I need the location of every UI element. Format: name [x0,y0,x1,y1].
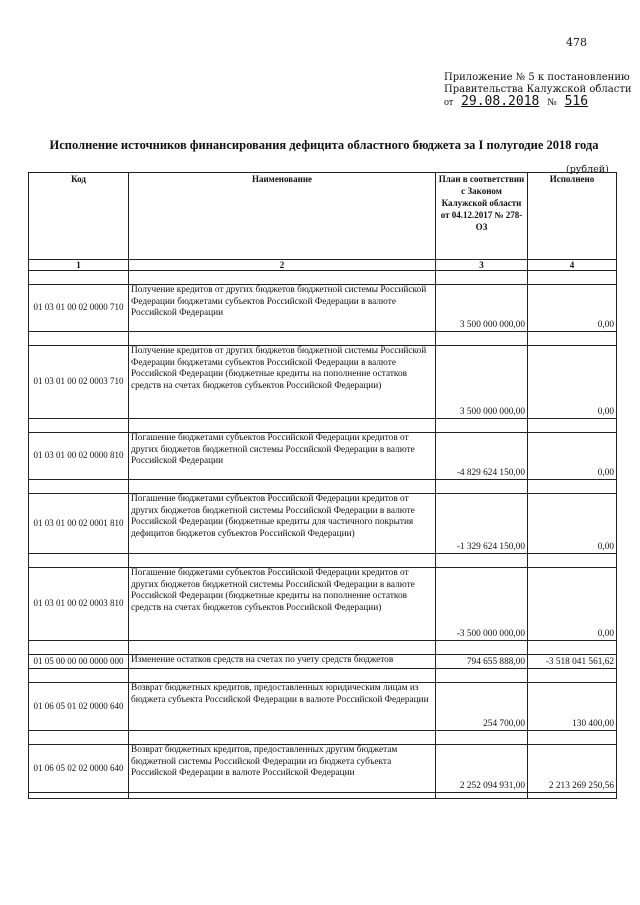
spacer-row [29,480,617,494]
column-number-row [29,260,617,271]
row-plan: 254 700,00 [436,683,528,731]
spacer-row [29,793,617,799]
row-executed: 130 400,00 [528,683,617,731]
column-number: 4 [528,260,617,271]
row-executed: 0,00 [528,568,617,641]
header-row [29,173,617,260]
row-plan: -3 500 000 000,00 [436,568,528,641]
row-name: Возврат бюджетных кредитов, предоставленных другим бюджетам бюджетной системы Российской Федерации из бюджета субъекта Российской Федерации в валюте Российской Федерации [129,745,436,793]
row-executed: -3 518 041 561,62 [528,655,617,669]
row-plan: -4 829 624 150,00 [436,433,528,480]
row-executed: 0,00 [528,494,617,554]
row-name: Получение кредитов от других бюджетов бюджетной системы Российской Федерации бюджетами субъектов Российской Федерации в валюте Российской Федерации [129,285,436,332]
table-row [29,683,617,731]
document-title: Исполнение источников финансирования дефицита областного бюджета за I полугодие 2018 года [49,138,599,152]
number-prefix: № [547,97,557,108]
date-prefix: от [444,97,454,108]
row-name: Погашение бюджетами субъектов Российской Федерации кредитов от других бюджетов бюджетной системы Российской Федерации в валюте Российской Федерации [129,433,436,480]
row-plan: 794 655 888,00 [436,655,528,669]
spacer-row [29,669,617,683]
column-number: 2 [129,260,436,271]
row-name: Получение кредитов от других бюджетов бюджетной системы Российской Федерации бюджетами субъектов Российской Федерации в валюте Российской Федерации (бюджетные кредиты на пополнение остатков средств на счетах бюджетов субъектов Российской Федерации) [129,346,436,419]
annex-line-2: Правительства Калужской области [444,84,632,95]
spacer-row [29,641,617,655]
row-code: 01 06 05 02 02 0000 640 [29,745,129,793]
table-row [29,494,617,554]
annex-line-1: Приложение № 5 к постановлению [444,72,630,83]
row-plan: 2 252 094 931,00 [436,745,528,793]
row-executed: 0,00 [528,285,617,332]
spacer-row [29,332,617,346]
row-name: Погашение бюджетами субъектов Российской Федерации кредитов от других бюджетов бюджетной системы Российской Федерации в валюте Российской Федерации (бюджетные кредиты для частичного покрытия дефицитов бюджетов субъектов Российской Федерации) [129,494,436,554]
row-plan: -1 329 624 150,00 [436,494,528,554]
row-code: 01 03 01 00 02 0003 710 [29,346,129,419]
header-plan: План в соответствии с Законом Калужской области от 04.12.2017 № 278-ОЗ [436,173,528,260]
header-name: Наименование [129,173,436,260]
table-row [29,568,617,641]
row-name: Погашение бюджетами субъектов Российской Федерации кредитов от других бюджетов бюджетной системы Российской Федерации в валюте Российской Федерации (бюджетные кредиты на пополнение остатков средств на счетах бюджетов субъектов Российской Федерации) [129,568,436,641]
annex-date-line [444,96,632,109]
row-name: Возврат бюджетных кредитов, предоставленных юридическим лицам из бюджета субъекта Российской Федерации в валюте Российской Федерации [129,683,436,731]
row-code: 01 03 01 00 02 0003 810 [29,568,129,641]
row-code: 01 03 01 00 02 0001 810 [29,494,129,554]
row-executed: 0,00 [528,433,617,480]
header-code: Код [29,173,129,260]
annex-block [444,72,632,109]
spacer-row [29,554,617,568]
table-row [29,433,617,480]
header-executed: Исполнено [528,173,617,260]
column-number: 1 [29,260,129,271]
spacer-row [29,271,617,285]
row-executed: 0,00 [528,346,617,419]
row-plan: 3 500 000 000,00 [436,346,528,419]
row-code: 01 03 01 00 02 0000 810 [29,433,129,480]
spacer-row [29,731,617,745]
table-row [29,745,617,793]
row-code: 01 03 01 00 02 0000 710 [29,285,129,332]
row-executed: 2 213 269 250,56 [528,745,617,793]
spacer-row [29,419,617,433]
row-plan: 3 500 000 000,00 [436,285,528,332]
annex-date: 29.08.2018 [461,94,540,109]
units-label: (рублей) [566,164,609,175]
table-row [29,655,617,669]
row-code: 01 06 05 01 02 0000 640 [29,683,129,731]
table-row [29,285,617,332]
page-number: 478 [566,36,587,49]
financing-table [28,172,617,799]
table-row [29,346,617,419]
column-number: 3 [436,260,528,271]
row-name: Изменение остатков средств на счетах по учету средств бюджетов [129,655,436,669]
annex-number: 516 [564,94,589,109]
row-code: 01 05 00 00 00 0000 000 [29,655,129,669]
